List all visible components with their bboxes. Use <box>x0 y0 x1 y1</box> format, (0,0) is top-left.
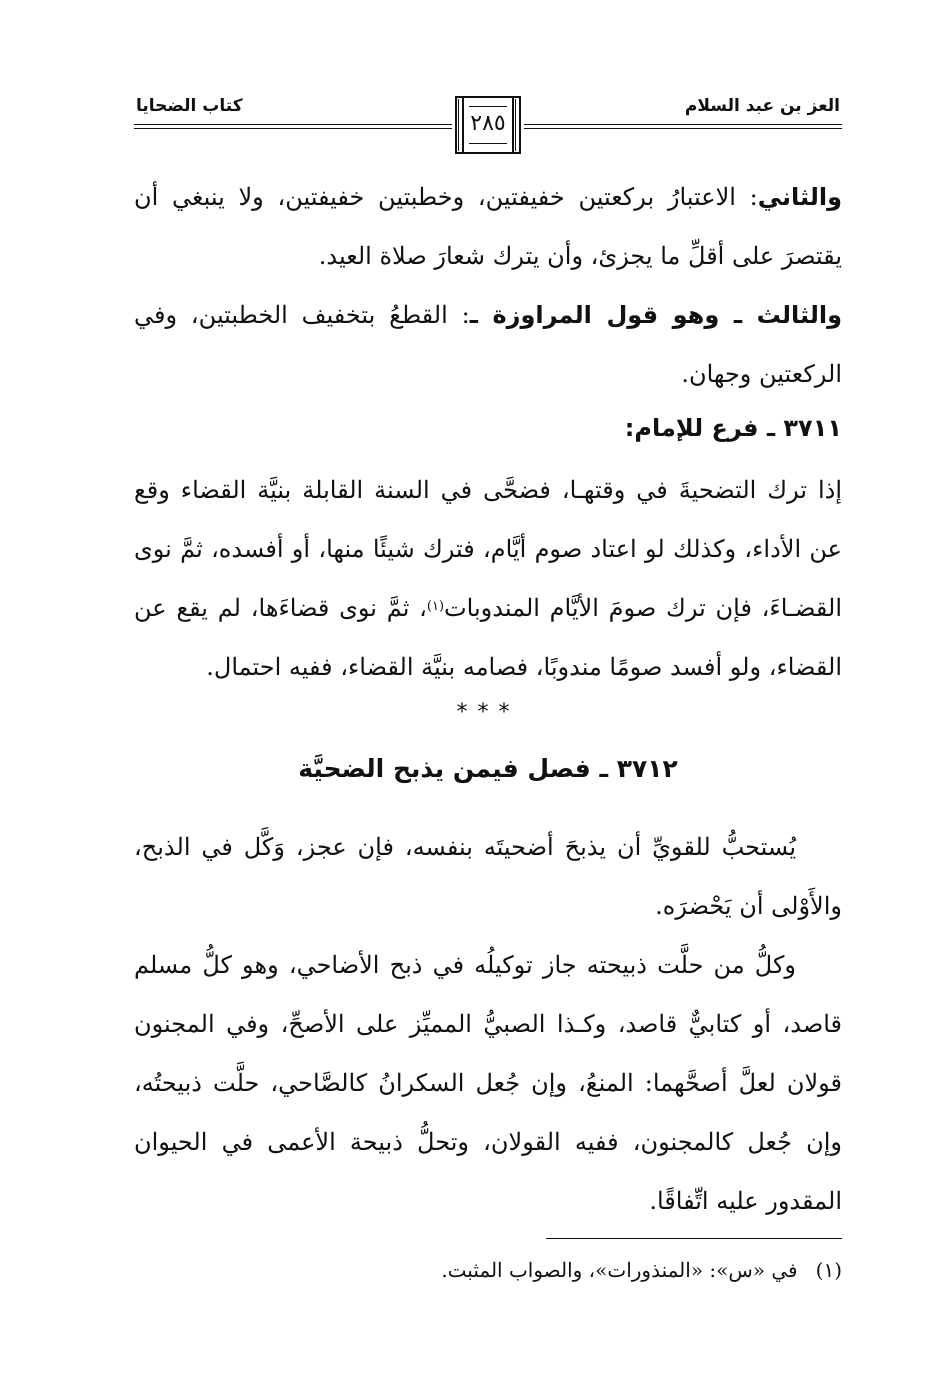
footnote-reference[interactable]: (١) <box>426 599 445 614</box>
paragraph-third-view <box>134 286 842 404</box>
paragraph-lead: والثاني <box>757 183 842 211</box>
section-separator: *** <box>456 700 520 725</box>
page-number: ٢٨٥ <box>470 111 506 136</box>
running-header <box>134 96 842 158</box>
footnote-divider <box>546 1238 842 1239</box>
chapter-heading: ٣٧١٢ ـ فصل فيمن يذبح الضحيَّة <box>298 754 678 783</box>
footnote <box>142 1258 842 1282</box>
branch-heading: ٣٧١١ ـ فرع للإمام: <box>624 414 842 442</box>
paragraph-lead: والثالث ـ وهو قول المراوزة ـ <box>469 301 842 329</box>
page-number-frame <box>455 96 521 154</box>
author-name: العز بن عبد السلام <box>684 96 840 116</box>
paragraph-second-view <box>134 168 842 286</box>
footnote-text: في «س»: «المنذورات»، والصواب المثبت. <box>441 1258 798 1282</box>
chapter-paragraph-1: يُستحبُّ للقويِّ أن يذبحَ أضحيتَه بنفسه، فإن عجز، وَكَّل في الذبح، والأَوْلى أن يَحْضرَه. <box>134 833 842 920</box>
footnote-marker: (١) <box>815 1258 842 1282</box>
chapter-paragraph-2: وكلُّ من حلَّت ذبيحته جاز توكيلُه في ذبح الأضاحي، وهو كلُّ مسلم قاصد، أو كتابيٌّ قاصد، وكـذا الصبيُّ المميِّز على الأصحِّ، وفي المجنون قولان لعلَّ أصحَّهما: المنعُ، وإن جُعل السكرانُ كالصَّاحي، حلَّت ذبيحتُه، وإن جُعل كالمجنون، ففيه القولان، وتحلُّ ذبيحة الأعمى في الحيوان المقدور عليه اتِّفاقًا. <box>134 951 842 1215</box>
header-rule-right <box>524 124 842 125</box>
chapter-title: كتاب الضحايا <box>136 96 243 116</box>
paragraph-text: : القطعُ بتخفيف الخطبتين، وفي الركعتين وجهان. <box>134 301 842 388</box>
paragraph-text: : الاعتبارُ بركعتين خفيفتين، وخطبتين خفيفتين، ولا ينبغي أن يقتصرَ على أقلِّ ما يجزئ، وأن يترك شعارَ صلاة العيد. <box>134 183 842 270</box>
header-rule-left <box>134 124 452 125</box>
branch-paragraph: إذا ترك التضحيةَ في وقتهـا، فضحَّى في السنة القابلة بنيَّة القضاء وقع عن الأداء، وكذلك لو اعتاد صوم أيَّام، فترك شيئًا منها، أو أفسده، ثمَّ نوى القضـاءَ، فإن ترك صومَ الأيَّام المندوبات$^{(١)}$، ثمَّ نوى قضاءَها، لم يقع عن القضاء، ولو أفسد صومًا مندوبًا، فصامه بنيَّة القضاء، ففيه احتمال. <box>134 476 843 681</box>
